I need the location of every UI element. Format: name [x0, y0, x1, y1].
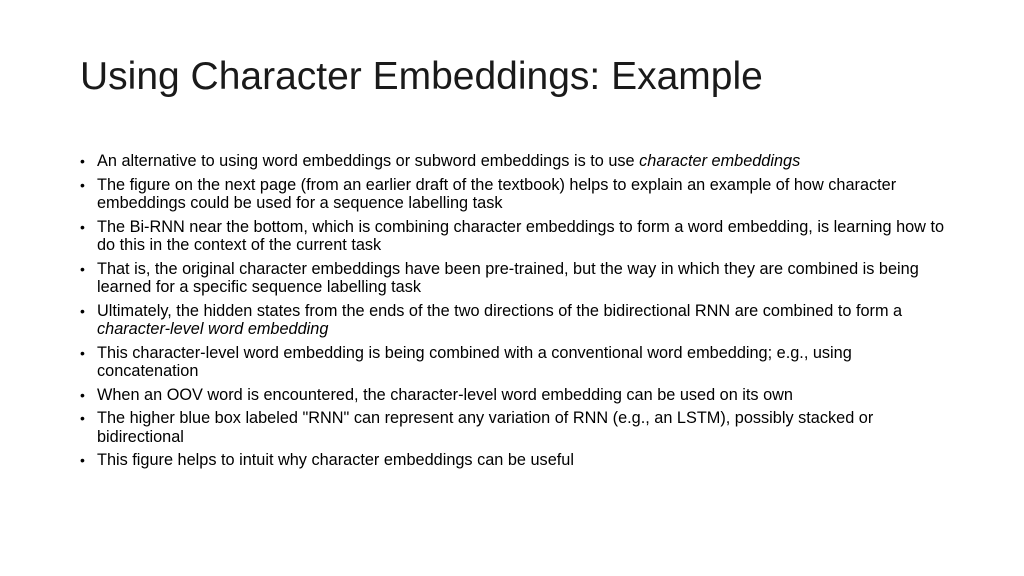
- bullet-dot-icon: •: [80, 218, 85, 235]
- bullet-text: Ultimately, the hidden states from the ends of the two directions of the bidirectional RNN are combined to form a: [97, 301, 903, 320]
- bullet-item: [80, 218, 950, 255]
- bullet-item: [80, 386, 950, 405]
- bullet-list: [80, 152, 950, 475]
- bullet-dot-icon: •: [80, 260, 85, 277]
- bullet-dot-icon: •: [80, 176, 85, 193]
- bullet-item: [80, 176, 950, 213]
- bullet-dot-icon: •: [80, 153, 85, 169]
- bullet-text: This character-level word embedding is being combined with a conventional word embedding; e.g., using concatenation: [97, 343, 852, 380]
- bullet-text: The higher blue box labeled "RNN" can represent any variation of RNN (e.g., an LSTM), possibly stacked or bidirectional: [97, 409, 874, 446]
- bullet-dot-icon: •: [80, 344, 85, 361]
- bullet-text: The figure on the next page (from an earlier draft of the textbook) helps to explain an example of how character embeddings could be used for a sequence labelling task: [97, 175, 897, 212]
- bullet-text: The Bi-RNN near the bottom, which is combining character embeddings to form a word embedding, is learning how to do this in the context of the current task: [97, 217, 945, 254]
- bullet-dot-icon: •: [80, 410, 85, 426]
- bullet-item: [80, 344, 950, 381]
- bullet-emphasis: character embeddings: [639, 152, 801, 170]
- bullet-item: [80, 409, 950, 446]
- bullet-text: This figure helps to intuit why character embeddings can be useful: [97, 451, 574, 469]
- bullet-item: [80, 451, 950, 470]
- bullet-text: An alternative to using word embeddings or subword embeddings is to use: [97, 152, 640, 170]
- bullet-text: When an OOV word is encountered, the character-level word embedding can be used on its own: [97, 385, 793, 404]
- bullet-item: [80, 302, 950, 339]
- slide-title: Using Character Embeddings: Example: [80, 55, 763, 98]
- bullet-text: That is, the original character embeddings have been pre-trained, but the way in which they are combined is being learned for a specific sequence labelling task: [97, 259, 919, 296]
- bullet-emphasis: character-level word embedding: [97, 320, 329, 338]
- bullet-item: [80, 152, 950, 171]
- bullet-dot-icon: •: [80, 386, 85, 403]
- bullet-item: [80, 260, 950, 297]
- bullet-dot-icon: •: [80, 452, 85, 468]
- bullet-dot-icon: •: [80, 302, 85, 319]
